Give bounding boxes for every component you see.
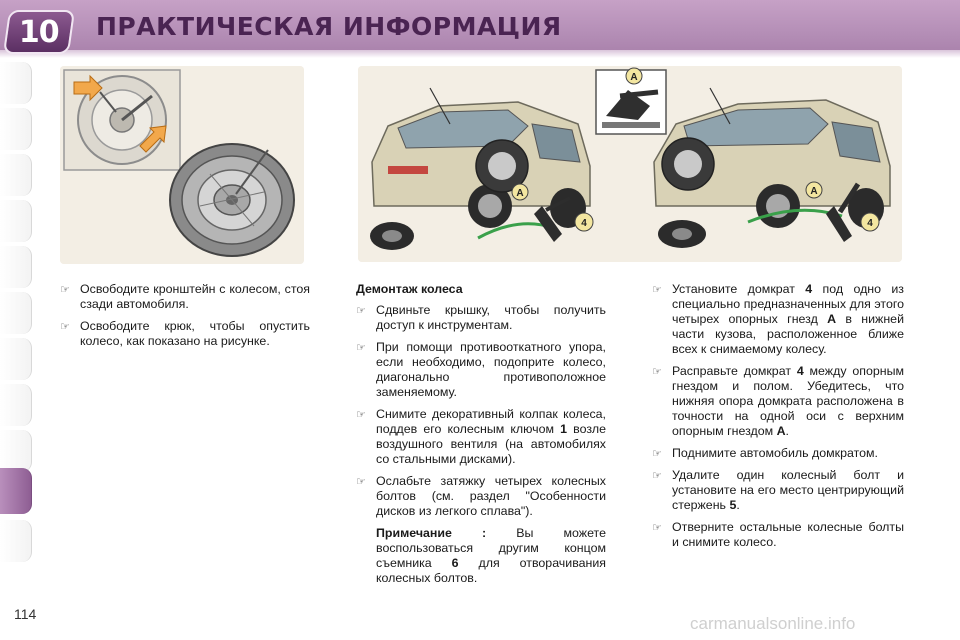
text-run: Снимите декоративный колпак колеса, поддев его колесным ключом xyxy=(376,407,606,436)
pointing-hand-icon: ☞ xyxy=(356,475,366,488)
svg-text:4: 4 xyxy=(867,218,873,229)
list-item-text: Поднимите автомобиль домкратом. xyxy=(672,446,878,460)
list-item-text: Освободите кронштейн с колесом, стоя сзади автомобиля. xyxy=(80,282,310,311)
svg-text:A: A xyxy=(516,188,524,199)
callout-a-1 xyxy=(512,184,528,200)
section-heading: Демонтаж колеса xyxy=(356,282,463,296)
pointing-hand-icon: ☞ xyxy=(356,341,366,354)
header-stripe xyxy=(0,50,960,58)
chapter-tab[interactable] xyxy=(0,338,32,380)
chapter-tab[interactable] xyxy=(0,292,32,334)
list-item xyxy=(652,364,904,439)
pointing-hand-icon: ☞ xyxy=(652,521,662,534)
list-item-text: Освободите крюк, чтобы опустить колесо, как показано на рисунке. xyxy=(80,319,310,348)
pointing-hand-icon: ☞ xyxy=(652,283,662,296)
watermark: carmanualsonline.info xyxy=(690,614,856,633)
jack-illustration xyxy=(358,66,902,262)
list-item xyxy=(356,340,606,400)
reference-number: 5 xyxy=(729,498,737,512)
text-run: . xyxy=(785,424,789,438)
page-title: ПРАКТИЧЕСКАЯ ИНФОРМАЦИЯ xyxy=(96,12,562,41)
chapter-tab[interactable] xyxy=(0,384,32,426)
right-text-column xyxy=(652,282,904,557)
callout-4-1 xyxy=(575,213,593,231)
pointing-hand-icon: ☞ xyxy=(652,447,662,460)
list-item-text xyxy=(672,364,904,439)
spare-wheel-illustration xyxy=(60,66,304,264)
list-item xyxy=(652,520,904,550)
pointing-hand-icon: ☞ xyxy=(652,469,662,482)
svg-text:A: A xyxy=(630,72,638,83)
text-run: Расправьте домкрат xyxy=(672,364,797,378)
chapter-tab[interactable] xyxy=(0,246,32,288)
reference-number: 4 xyxy=(796,364,804,378)
text-run: . xyxy=(736,498,740,512)
pointing-hand-icon: ☞ xyxy=(60,283,70,296)
chapter-badge xyxy=(3,10,75,54)
reference-letter: A xyxy=(827,312,837,326)
text-run: Вы можете воспользоваться другим концом съемника xyxy=(376,526,606,570)
text-run: между опорным гнездом и полом. Убедитесь, что нижняя опора домкрата расположена в точности на одной оси с верхним опорным гнездом xyxy=(672,364,904,438)
list-item xyxy=(356,303,606,333)
chapter-tab-active[interactable] xyxy=(0,468,32,514)
chapter-tab[interactable] xyxy=(0,200,32,242)
list-item-text: Сдвиньте крышку, чтобы получить доступ к инструментам. xyxy=(376,303,606,332)
pointing-hand-icon: ☞ xyxy=(356,408,366,421)
pointing-hand-icon: ☞ xyxy=(60,320,70,333)
svg-text:4: 4 xyxy=(581,218,587,229)
text-run: для отворачивания колесных болтов. xyxy=(376,556,606,585)
chapter-tab[interactable] xyxy=(0,520,32,562)
chapter-tab[interactable] xyxy=(0,154,32,196)
chapter-tab-rail xyxy=(0,62,34,582)
list-item-text xyxy=(376,407,606,467)
list-item xyxy=(356,407,606,467)
list-item xyxy=(60,319,310,349)
chapter-number: 10 xyxy=(19,14,59,50)
reference-letter: A xyxy=(776,424,786,438)
pointing-hand-icon: ☞ xyxy=(652,365,662,378)
chapter-tab[interactable] xyxy=(0,62,32,104)
note-paragraph xyxy=(356,526,606,586)
callout-4-2 xyxy=(861,213,879,231)
text-run: в нижней части кузова, расположенное ближе всех к снимаемому колесу. xyxy=(672,312,904,356)
chapter-tab[interactable] xyxy=(0,108,32,150)
middle-text-column xyxy=(356,282,606,586)
page-number: 114 xyxy=(14,606,37,622)
left-text-column xyxy=(60,282,310,356)
list-item xyxy=(652,468,904,513)
text-run: возле воздушного вентиля (на автомобилях со стальными дисками). xyxy=(376,422,606,466)
list-item xyxy=(60,282,310,312)
note-label: Примечание : xyxy=(376,526,487,540)
reference-number: 1 xyxy=(560,422,568,436)
list-item-text xyxy=(672,282,904,357)
list-item-text: Ослабьте затяжку четырех колесных болтов (см. раздел "Особенности дисков из легкого сплава"). xyxy=(376,474,606,518)
list-item-text xyxy=(672,468,904,513)
list-item xyxy=(652,446,904,461)
list-item xyxy=(652,282,904,357)
chapter-tab[interactable] xyxy=(0,430,32,472)
svg-text:A: A xyxy=(810,186,818,197)
text-run: Установите домкрат xyxy=(672,282,806,296)
pointing-hand-icon: ☞ xyxy=(356,304,366,317)
list-item-text: Отверните остальные колесные болты и снимите колесо. xyxy=(672,520,904,549)
list-item-text: При помощи противооткатного упора, если необходимо, подоприте колесо, диагонально противоположное заменяемому. xyxy=(376,340,606,399)
callout-a-inset xyxy=(626,68,642,84)
text-run: Удалите один колесный болт и установите на его место центрирующий стержень xyxy=(672,468,904,512)
callout-a-2 xyxy=(806,182,822,198)
reference-number: 4 xyxy=(805,282,813,296)
list-item xyxy=(356,474,606,519)
text-run: под одно из специально предназначенных для этого четырех опорных гнезд xyxy=(672,282,904,326)
reference-number: 6 xyxy=(451,556,459,570)
